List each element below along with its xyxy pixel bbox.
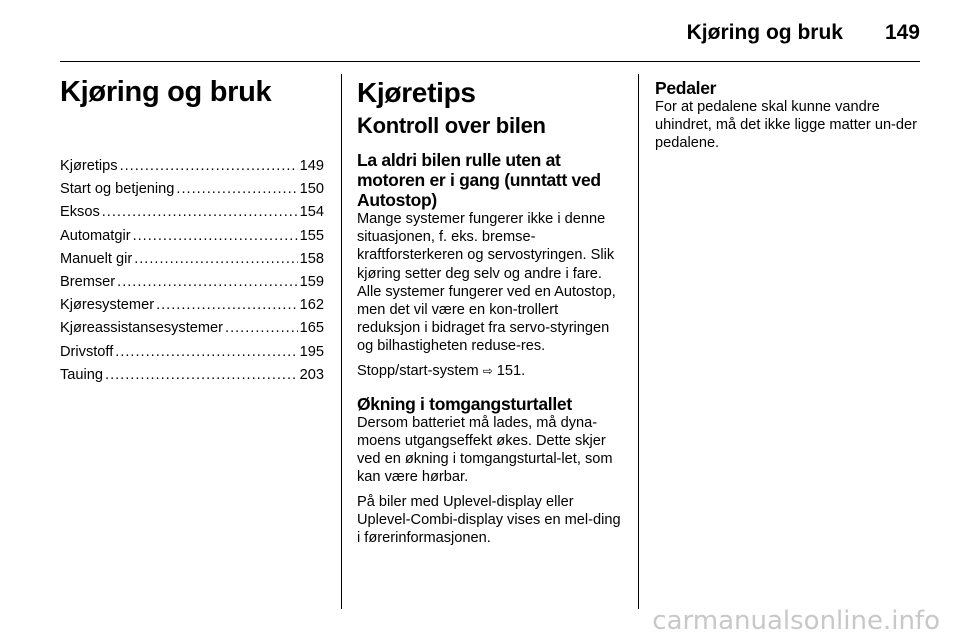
arrow-right-icon: ⇨ (482, 363, 493, 378)
header-rule (60, 61, 920, 62)
toc-label: Bremser (60, 273, 116, 290)
toc-label: Eksos (60, 204, 100, 221)
toc-entry[interactable] (60, 248, 324, 271)
cross-reference (357, 362, 625, 380)
toc-entry[interactable] (60, 317, 324, 340)
toc-entry[interactable] (60, 155, 324, 178)
toc-leader-dots (120, 155, 298, 178)
subsection-title: Økning i tomgangsturtallet (357, 393, 572, 414)
toc-label: Kjøreassistansesystemer (60, 320, 224, 337)
toc-page-number: 154 (299, 204, 324, 221)
toc-label: Automatgir (60, 227, 131, 244)
toc-leader-dots (176, 178, 297, 201)
toc-leader-dots (134, 248, 297, 271)
left-column (60, 66, 324, 387)
toc-entry[interactable] (60, 201, 324, 224)
toc-page-number: 150 (299, 181, 324, 198)
toc-page-number: 203 (299, 366, 324, 383)
toc-page-number: 155 (299, 227, 324, 244)
toc-page-number: 158 (299, 250, 324, 267)
right-column (655, 66, 925, 159)
subsection-title: Pedaler (655, 78, 717, 98)
toc-label: Start og betjening (60, 181, 175, 198)
toc-leader-dots (133, 225, 298, 248)
reference-text: Stopp/start-system (357, 362, 479, 379)
toc-label: Manuelt gir (60, 250, 133, 267)
toc-label: Tauing (60, 366, 104, 383)
subsection-title: La aldri bilen rulle uten at motoren er i gang (unntatt ved Autostop) (357, 150, 601, 210)
toc-page-number: 159 (299, 273, 324, 290)
toc-leader-dots (225, 317, 298, 340)
table-of-contents (60, 155, 324, 387)
watermark: carmanualsonline.info (652, 606, 940, 636)
toc-leader-dots (115, 341, 297, 364)
toc-label: Drivstoff (60, 343, 114, 360)
toc-entry[interactable] (60, 225, 324, 248)
section-heading: Kjøretips (357, 77, 476, 108)
toc-page-number: 162 (299, 297, 324, 314)
reference-page: 151. (496, 362, 526, 379)
chapter-title: Kjøring og bruk (60, 76, 272, 108)
toc-entry[interactable] (60, 271, 324, 294)
column-divider-left (341, 74, 342, 609)
middle-column (357, 66, 625, 553)
toc-entry[interactable] (60, 294, 324, 317)
toc-leader-dots (117, 271, 298, 294)
header-page-number: 149 (884, 21, 920, 44)
paragraph: På biler med Uplevel-display eller Uplevel-Combi-display vises en mel-ding i førerinformasjonen. (357, 493, 621, 547)
section-subheading: Kontroll over bilen (357, 113, 546, 138)
toc-page-number: 195 (299, 343, 324, 360)
page-header (60, 18, 920, 48)
toc-entry[interactable] (60, 364, 324, 387)
toc-entry[interactable] (60, 341, 324, 364)
paragraph: For at pedalene skal kunne vandre uhindret, må det ikke ligge matter un-der pedalene. (655, 99, 918, 152)
header-title: Kjøring og bruk (686, 21, 843, 44)
column-divider-right (638, 74, 639, 609)
toc-label: Kjøresystemer (60, 297, 155, 314)
toc-label: Kjøretips (60, 158, 118, 174)
toc-leader-dots (105, 364, 298, 387)
toc-page-number: 149 (299, 158, 324, 174)
toc-leader-dots (102, 201, 298, 224)
paragraph: Dersom batteriet må lades, må dyna-moens utgangseffekt økes. Dette skjer ved en økning i tomgangsturtal-let, som kan være hørbar. (357, 414, 613, 486)
toc-leader-dots (156, 294, 298, 317)
toc-entry[interactable] (60, 178, 324, 201)
toc-page-number: 165 (299, 320, 324, 337)
paragraph: Mange systemer fungerer ikke i denne situasjonen, f. eks. bremse-kraftforsterkeren og servostyringen. Slik kjøring setter deg selv og andre i fare. Alle systemer fungerer ved en Autostop, men det vil være en kon-trollert reduksjon i bidraget fra servo-styringen og bilhastigheten reduse-res. (357, 211, 616, 355)
